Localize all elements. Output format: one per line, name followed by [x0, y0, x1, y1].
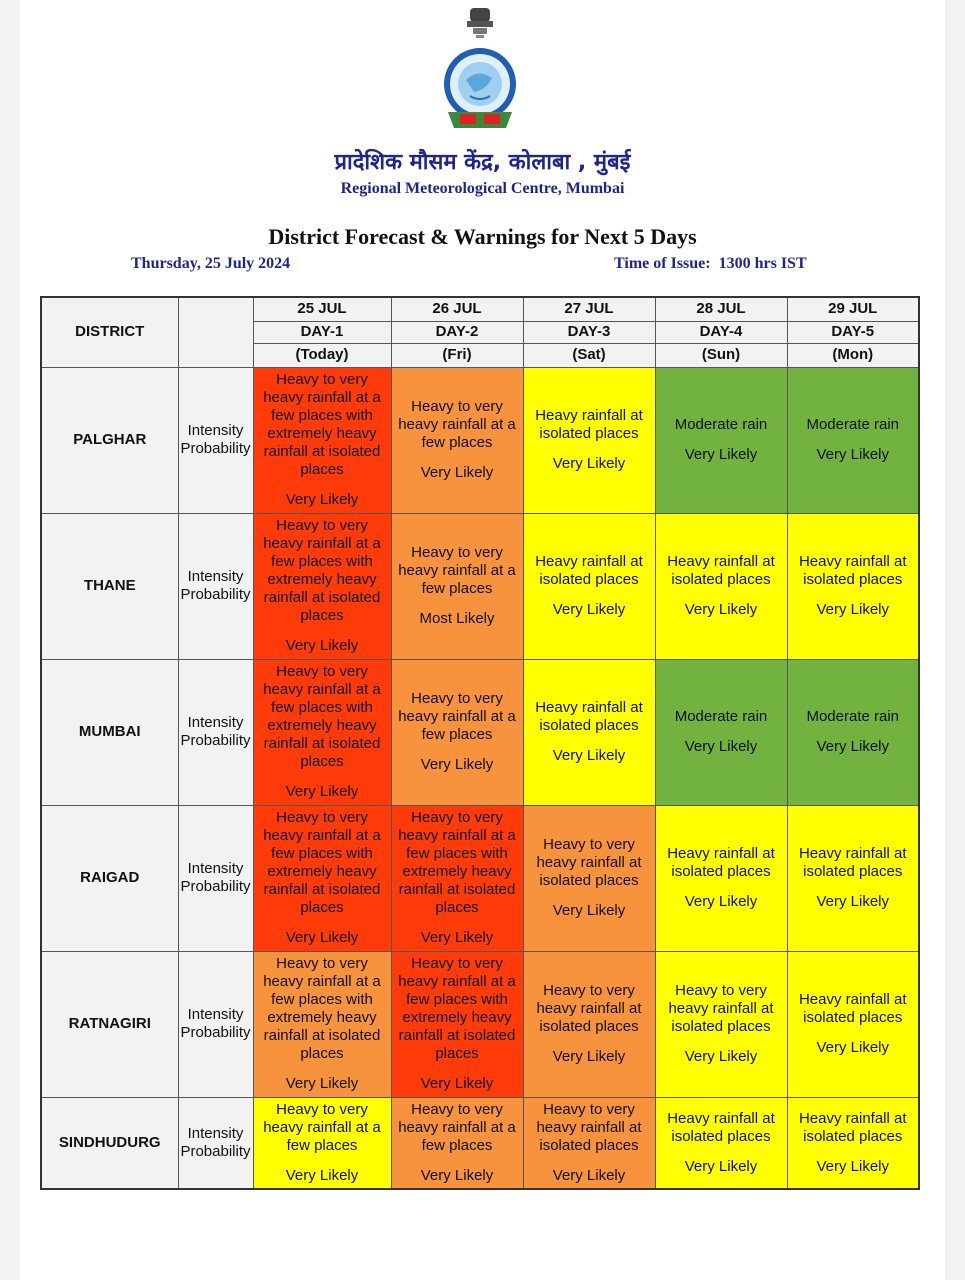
intensity-text: Heavy rainfall at isolated places — [535, 553, 643, 588]
row-labels — [178, 1097, 253, 1189]
forecast-cell — [523, 367, 655, 513]
district-column-header: DISTRICT — [41, 297, 178, 367]
intensity-text: Heavy rainfall at isolated places — [667, 553, 775, 588]
intensity-text: Heavy to very heavy rainfall at a few places with extremely heavy rainfall at isolated places — [398, 809, 516, 916]
probability-text: Very Likely — [420, 464, 494, 481]
day-date-header: 26 JUL — [391, 297, 523, 321]
forecast-cell — [655, 513, 787, 659]
day-weekday-header: (Mon) — [787, 343, 919, 367]
probability-text: Very Likely — [285, 783, 359, 800]
probability-text: Very Likely — [816, 1157, 890, 1175]
probability-text: Very Likely — [816, 738, 890, 755]
probability-text: Very Likely — [552, 747, 626, 764]
district-name: PALGHAR — [41, 367, 178, 513]
forecast-cell — [523, 1097, 655, 1189]
day-number-header: DAY-4 — [655, 321, 787, 343]
imd-emblem-icon — [440, 4, 520, 134]
intensity-label: Intensity — [187, 860, 244, 877]
table-row — [41, 659, 919, 805]
table-row — [41, 805, 919, 951]
probability-label: Probability — [180, 878, 251, 895]
probability-text: Very Likely — [684, 893, 758, 910]
page-title: District Forecast & Warnings for Next 5 Days — [268, 224, 697, 249]
intensity-text: Heavy to very heavy rainfall at isolated places — [536, 1100, 642, 1154]
forecast-cell — [391, 513, 523, 659]
forecast-cell — [253, 513, 391, 659]
table-row — [41, 513, 919, 659]
forecast-cell — [655, 951, 787, 1097]
forecast-cell — [253, 367, 391, 513]
intensity-text: Moderate rain — [806, 708, 900, 725]
day-date-header: 27 JUL — [523, 297, 655, 321]
probability-text: Very Likely — [285, 637, 359, 654]
intensity-text: Heavy to very heavy rainfall at a few places with extremely heavy rainfall at isolated places — [263, 517, 381, 624]
probability-text: Very Likely — [816, 601, 890, 618]
row-labels — [178, 513, 253, 659]
day-date-header: 25 JUL — [253, 297, 391, 321]
intensity-text: Moderate rain — [674, 416, 768, 433]
probability-text: Very Likely — [420, 1166, 494, 1184]
district-name: SINDHUDURG — [41, 1097, 178, 1189]
intensity-text: Heavy rainfall at isolated places — [798, 1109, 907, 1145]
intensity-text: Heavy to very heavy rainfall at a few places with extremely heavy rainfall at isolated places — [263, 809, 381, 916]
intensity-text: Heavy to very heavy rainfall at a few places — [398, 398, 516, 451]
forecast-cell — [787, 659, 919, 805]
probability-text: Very Likely — [816, 446, 890, 463]
intensity-text: Moderate rain — [674, 708, 768, 725]
probability-text: Very Likely — [816, 1039, 890, 1056]
intensity-label: Intensity — [187, 1124, 244, 1142]
intensity-label: Intensity — [187, 1006, 244, 1023]
intensity-text: Heavy to very heavy rainfall at a few places — [398, 1100, 516, 1154]
intensity-text: Heavy rainfall at isolated places — [798, 845, 907, 880]
probability-text: Very Likely — [552, 455, 626, 472]
day-weekday-header: (Sat) — [523, 343, 655, 367]
intensity-text: Heavy to very heavy rainfall at a few places with extremely heavy rainfall at isolated places — [263, 663, 381, 770]
forecast-cell — [655, 805, 787, 951]
district-name: THANE — [41, 513, 178, 659]
probability-text: Very Likely — [684, 1048, 758, 1065]
probability-label: Probability — [180, 586, 251, 603]
intensity-text: Heavy rainfall at isolated places — [535, 699, 643, 734]
forecast-cell — [391, 659, 523, 805]
probability-text: Very Likely — [552, 601, 626, 618]
day-date-header: 29 JUL — [787, 297, 919, 321]
forecast-cell — [787, 951, 919, 1097]
forecast-cell — [391, 367, 523, 513]
probability-label: Probability — [180, 732, 251, 749]
intensity-text: Heavy rainfall at isolated places — [535, 407, 643, 442]
forecast-cell — [787, 805, 919, 951]
day-number-header: DAY-3 — [523, 321, 655, 343]
forecast-cell — [655, 659, 787, 805]
forecast-cell — [523, 659, 655, 805]
forecast-cell — [253, 951, 391, 1097]
probability-text: Very Likely — [285, 929, 359, 946]
day-weekday-header: (Fri) — [391, 343, 523, 367]
day-weekday-header: (Sun) — [655, 343, 787, 367]
forecast-cell — [787, 513, 919, 659]
probability-text: Very Likely — [816, 893, 890, 910]
forecast-cell — [253, 805, 391, 951]
intensity-text: Heavy to very heavy rainfall at a few places with extremely heavy rainfall at isolated places — [263, 955, 381, 1062]
table-row — [41, 1097, 919, 1189]
issue-date: Thursday, 25 July 2024 — [131, 255, 291, 272]
probability-label: Probability — [180, 1142, 251, 1160]
forecast-cell — [787, 367, 919, 513]
probability-text: Most Likely — [419, 610, 495, 627]
probability-label: Probability — [180, 1024, 251, 1041]
forecast-table — [40, 296, 920, 1190]
probability-text: Very Likely — [552, 902, 626, 919]
district-name: MUMBAI — [41, 659, 178, 805]
document-page — [20, 0, 945, 1280]
probability-text: Very Likely — [684, 738, 758, 755]
probability-text: Very Likely — [684, 601, 758, 618]
probability-text: Very Likely — [420, 1075, 494, 1092]
forecast-cell — [787, 1097, 919, 1189]
district-name: RATNAGIRI — [41, 951, 178, 1097]
probability-text: Very Likely — [552, 1048, 626, 1065]
english-title: Regional Meteorological Centre, Mumbai — [340, 180, 625, 197]
forecast-cell — [655, 1097, 787, 1189]
intensity-text: Heavy to very heavy rainfall at a few places — [263, 1100, 381, 1154]
day-number-header: DAY-1 — [253, 321, 391, 343]
forecast-cell — [391, 951, 523, 1097]
probability-text: Very Likely — [420, 756, 494, 773]
day-date-header: 28 JUL — [655, 297, 787, 321]
forecast-cell — [253, 1097, 391, 1189]
intensity-text: Heavy rainfall at isolated places — [667, 845, 775, 880]
day-number-header: DAY-2 — [391, 321, 523, 343]
day-number-header: DAY-5 — [787, 321, 919, 343]
table-row — [41, 367, 919, 513]
probability-text: Very Likely — [285, 1166, 359, 1184]
forecast-cell — [523, 951, 655, 1097]
intensity-text: Heavy rainfall at isolated places — [798, 553, 907, 588]
intensity-text: Heavy to very heavy rainfall at a few places — [398, 544, 516, 597]
intensity-label: Intensity — [187, 422, 244, 439]
intensity-text: Heavy to very heavy rainfall at a few places — [398, 690, 516, 743]
probability-text: Very Likely — [684, 1157, 758, 1175]
intensity-label: Intensity — [187, 714, 244, 731]
forecast-cell — [523, 513, 655, 659]
probability-text: Very Likely — [420, 929, 494, 946]
intensity-text: Heavy rainfall at isolated places — [667, 1109, 775, 1145]
forecast-cell — [391, 805, 523, 951]
row-labels — [178, 367, 253, 513]
forecast-cell — [523, 805, 655, 951]
probability-text: Very Likely — [552, 1166, 626, 1184]
forecast-cell — [655, 367, 787, 513]
row-labels — [178, 805, 253, 951]
issue-time: Time of Issue: 1300 hrs IST — [614, 255, 807, 272]
intensity-text: Heavy to very heavy rainfall at a few places with extremely heavy rainfall at isolated places — [398, 955, 516, 1062]
intensity-label: Intensity — [187, 568, 244, 585]
probability-text: Very Likely — [285, 491, 359, 508]
row-labels — [178, 951, 253, 1097]
intensity-text: Heavy to very heavy rainfall at a few places with extremely heavy rainfall at isolated places — [263, 371, 381, 478]
forecast-cell — [391, 1097, 523, 1189]
probability-text: Very Likely — [285, 1075, 359, 1092]
intensity-text: Heavy to very heavy rainfall at isolated places — [668, 982, 774, 1035]
day-weekday-header: (Today) — [253, 343, 391, 367]
intensity-text: Heavy rainfall at isolated places — [798, 991, 907, 1026]
hindi-title: प्रादेशिक मौसम केंद्र, कोलाबा , मुंबई — [334, 150, 631, 175]
district-name: RAIGAD — [41, 805, 178, 951]
table-row — [41, 951, 919, 1097]
row-labels — [178, 659, 253, 805]
intensity-text: Heavy to very heavy rainfall at isolated places — [536, 836, 642, 889]
probability-text: Very Likely — [684, 446, 758, 463]
intensity-text: Moderate rain — [806, 416, 900, 433]
forecast-cell — [253, 659, 391, 805]
intensity-text: Heavy to very heavy rainfall at isolated places — [536, 982, 642, 1035]
probability-label: Probability — [180, 440, 251, 457]
label-column-header — [178, 297, 253, 367]
